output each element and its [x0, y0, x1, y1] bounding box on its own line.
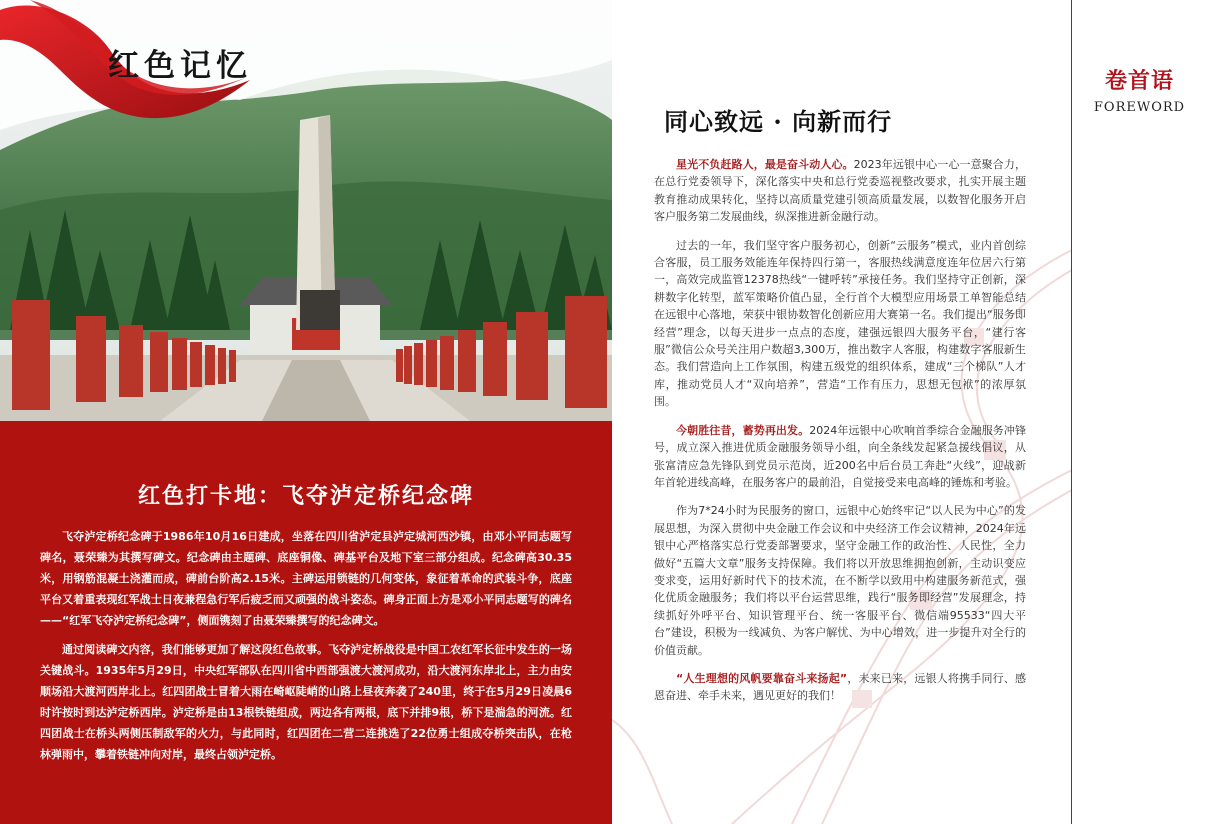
monument-photo [0, 0, 612, 421]
panel-heading: 红色打卡地：飞夺泸定桥纪念碑 [137, 483, 474, 509]
highlight-text: “人生理想的风帆要靠奋斗来扬起” [676, 671, 848, 685]
article-body [654, 156, 1026, 716]
red-panel [0, 421, 612, 824]
side-column [1072, 0, 1207, 824]
panel-body [40, 526, 572, 773]
panel-paragraph: 通过阅读碑文内容，我们能够更加了解这段红色故事。飞夺泸定桥战役是中国工农红军长征中发生的一场关键战斗。1935年5月29日，中央红军部队在四川省中西部强渡大渡河成功，沿大渡河东岸北上，主力由安顺场沿大渡河西岸北上。红四团战士冒着大雨在崎岖陡峭的山路上昼夜奔袭了240里，终于在5月29日凌晨6时许按时到达泸定桥西岸。泸定桥是由13根铁链组成，两边各有两根，底下并排9根，桥下是湍急的河流。红四团战士在桥头两侧压制敌军的火力，与此同时，红四团在二营二连挑选了22位勇士组成夺桥突击队，在枪林弹雨中，攀着铁链冲向对岸，最终占领泸定桥。 [40, 643, 572, 761]
article-title: 同心致远 · 向新而行 [664, 107, 893, 136]
article-paragraph [654, 422, 1026, 492]
right-page [612, 0, 1072, 824]
paragraph-text: ，未来已来，远银人将携手同行、感恩奋进、牵手未来，遇见更好的我们！ [654, 671, 1026, 703]
paragraph-text: 2024年远银中心吹响首季综合金融服务冲锋号，成立深入推进优质金融服务领导小组，向全条线发起紧急援线倡议，从张富清应急先锋队到党员示范岗，近200名中后台员工奔赴“火线”，迎战新年首轮进线高峰，在服务客户的最前沿，自觉接受来电高峰的锤炼和考验。 [654, 423, 1027, 489]
foreword-subtitle: FOREWORD [1093, 100, 1186, 115]
panel-paragraph: 飞夺泸定桥纪念碑于1986年10月16日建成，坐落在四川省泸定县泸定城河西沙镇，由邓小平同志题写碑名，聂荣臻为其撰写碑文。纪念碑由主题碑、底座铜像、碑基平台及地下室三部分组成。纪念碑高30.35米，用钢筋混凝土浇灌而成，碑前台阶高2.15米。主碑运用锁链的几何变体，象征着革命的武装斗争，底座平台又着重表现红军战士日夜兼程急行军后疲乏而又顽强的战斗姿态。碑身正面上方是邓小平同志题写的碑名——“红军飞夺泸定桥纪念碑”，侧面镌刻了由聂荣臻撰写的纪念碑文。 [40, 530, 572, 627]
highlight-text: 今朝胜往昔，蓄势再出发。 [676, 423, 810, 437]
article-paragraph: 过去的一年，我们坚守客户服务初心，创新“云服务”模式，业内首创综合客服，员工服务效能连年保持四行第一，客服热线满意度连年位居六行第一，高效完成监管12378热线“一键呼转”承接任务。我们坚持守正创新，深耕数字化转型，蓝军策略价值凸显，全行首个大模型应用场景工单智能总结在远银中心落地，荣获中银协数智化创新应用大赛第一名。我们提出“服务即经营”理念，以每天进步一点点的态度，建强远银四大服务平台，“建行客服”微信公众号关注用户数超3,300万，推出数字人客服，构建数字客服新生态。我们营造向上工作氛围，构建五级党的组织体系，建成“三个梯队”人才库，推动党员人才“双向培养”，营造“工作有压力，思想无包袱”的浓厚氛围。 [654, 238, 1026, 409]
highlight-text: 星光不负赶路人，最是奋斗动人心。 [676, 158, 854, 171]
foreword-title: 卷首语 [1104, 68, 1174, 94]
article-paragraph [654, 156, 1026, 226]
article-paragraph: 作为7*24小时为民服务的窗口，远银中心始终牢记“以人民为中心”的发展思想，为深入贯彻中央金融工作会议和中央经济工作会议精神，2024年远银中心严格落实总行党委部署要求，坚守金融工作的政治性、人民性，全力做好“五篇大文章”服务支持保障。我们将以开放思维拥抱创新，主动识变应变求变，运用好新时代下的技术流，在不断学以致用中构建服务新范式，强化优质金融服务；我们将以平台运营思维，践行“服务即经营”发展理念，持续抓好外呼平台、知识管理平台、统一客服平台、微信端95533“四大平台”建设，积极为一线减负、为客户解忧、为中心增效，进一步提升对全行的价值贡献。 [654, 504, 1026, 657]
paragraph-text: 2023年远银中心一心一意聚合力，在总行党委领导下，深化落实中央和总行党委巡视整改要求，扎实开展主题教育推动成果转化，坚持以高质量党建引领高质量发展，以数智化服务开启客户服务第二发展曲线，纵深推进新金融行动。 [654, 158, 1026, 224]
article-paragraph [654, 670, 1026, 705]
section-title: 红色记忆 [108, 48, 252, 84]
